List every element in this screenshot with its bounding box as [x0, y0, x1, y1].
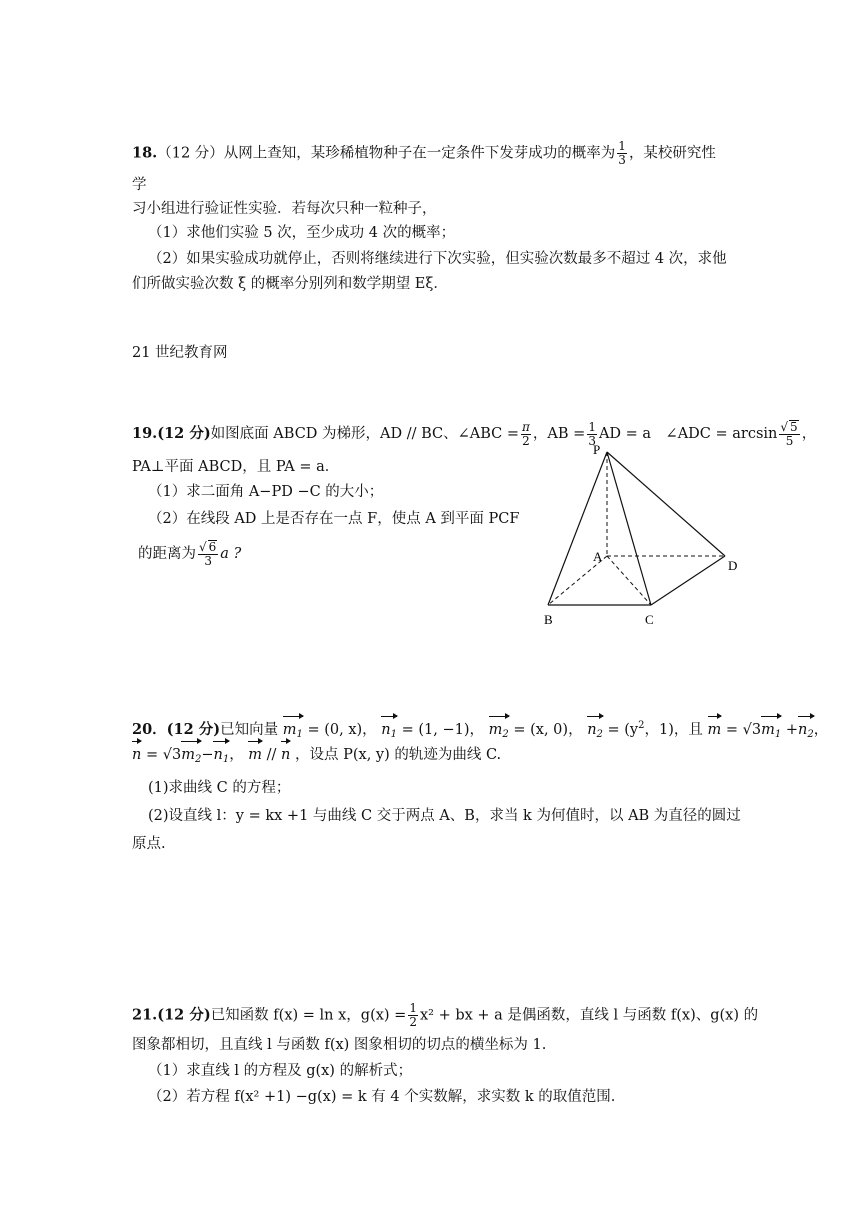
q21-number: 21.(12 分)	[132, 1006, 211, 1024]
pyramid-figure	[535, 440, 745, 625]
q19-text-b: ，AB =	[532, 426, 586, 442]
q21-part2: （2）若方程 f(x² +1) −g(x) = k 有 4 个实数解，求实数 k 的取值范围.	[148, 1089, 616, 1105]
q19-line2: PA⊥平面 ABCD，且 PA = a．	[132, 459, 340, 475]
vector-n2: $n_2$	[587, 720, 603, 745]
q19-pi-over-2: $\frac{\pi}{2}$	[522, 419, 530, 448]
q20-part2: (2)设直线 l：y = kx +1 与曲线 C 交于两点 A、B，求当 k 为何值时，以 AB 为直径的圆过	[148, 808, 741, 824]
q19-text-d: ，	[801, 426, 817, 442]
q18-part1: （1）求他们实验 5 次，至少成功 4 次的概率；	[148, 225, 456, 241]
q21-line1: 21.(12 分)已知函数 f(x) = ln x，g(x) = $\frac{1}{2}$ x² + bx + a 是偶函数，直线 l 与函数 f(x)、g(x) 的	[132, 1001, 759, 1029]
q19-part1: （1）求二面角 A−PD −C 的大小；	[148, 484, 384, 500]
vector-m2: $m_2$	[489, 720, 509, 745]
q18-number: 18.	[132, 144, 158, 162]
vector-m1: $m_1$	[283, 720, 303, 745]
label-D: D	[728, 558, 738, 573]
q18-part2a: （2）如果实验成功就停止，否则将继续进行下次实验，但实验次数最多不超过 4 次，求他	[148, 251, 727, 267]
q20-part1: (1)求曲线 C 的方程；	[148, 780, 291, 796]
q20-line2: $n = √3m_2-n_1$， m // n ，设点 P(x, y) 的轨迹为曲线 C.	[132, 745, 501, 770]
q18-line3: 习小组进行验证性实验．若每次只种一粒种子，	[132, 201, 437, 217]
label-B: B	[544, 612, 553, 625]
q20-part2b: 原点.	[132, 836, 166, 852]
q18-line2: 学	[132, 177, 147, 193]
q19-number: 19.(12 分)	[132, 425, 211, 442]
q18-text-b: ，某校研究性	[628, 145, 716, 162]
q20-number: 20．(12 分)	[132, 721, 221, 738]
q19-part2: （2）在线段 AD 上是否存在一点 F，使点 A 到平面 PCF	[148, 511, 520, 527]
q19-sqrt6-over-3: $\frac{√ 6}{3}$	[199, 540, 217, 568]
edge-PC	[607, 452, 651, 605]
edge-PD	[607, 452, 725, 556]
q21-part1: （1）求直线 l 的方程及 g(x) 的解析式；	[148, 1063, 413, 1079]
label-A: A	[593, 549, 603, 564]
q19-part2b: 的距离为 $\frac{√ 6}{3}$ a ?	[138, 540, 242, 568]
edge-CD	[651, 556, 725, 605]
vector-n1: $n_1$	[381, 720, 397, 745]
q18-text-a: 从网上查知，某珍稀植物种子在一定条件下发芽成功的概率为	[223, 145, 616, 162]
label-C: C	[645, 612, 654, 625]
label-P: P	[593, 442, 601, 457]
q18-part2b: 们所做实验次数 ξ 的概率分别列和数学期望 Eξ．	[132, 276, 448, 292]
q19-one-third: $\frac{1}{3}$	[588, 419, 596, 448]
q21-one-half: $\frac{1}{2}$	[409, 1001, 417, 1029]
q19-sqrt5-over-5: $\frac{√ 5}{5}$	[780, 420, 798, 448]
q21-line2: 图象都相切，且直线 l 与函数 f(x) 图象相切的切点的横坐标为 1.	[132, 1037, 547, 1053]
edge-PB	[548, 452, 607, 605]
q19-text-c: AD = a ∠ADC = arcsin	[598, 426, 778, 442]
q20-line1: 20．(12 分)已知向量 $m_1 = (0$, x)， $n_1 = (1$, −1)， $m_2 = (x$, 0)， $n_2 = (y^2$，1)，且 $m = √3m_1 +n_2$，	[132, 716, 828, 745]
q18-score: （12 分）	[157, 145, 224, 162]
q18-line1	[132, 140, 716, 167]
q19-text-a: 如图底面 ABCD 为梯形，AD // BC、∠ABC =	[210, 426, 520, 442]
q18-probability-fraction: $\frac{1}{3}$	[618, 139, 626, 167]
watermark-text: 21 世纪教育网	[132, 345, 228, 361]
vector-m: m	[707, 722, 722, 738]
